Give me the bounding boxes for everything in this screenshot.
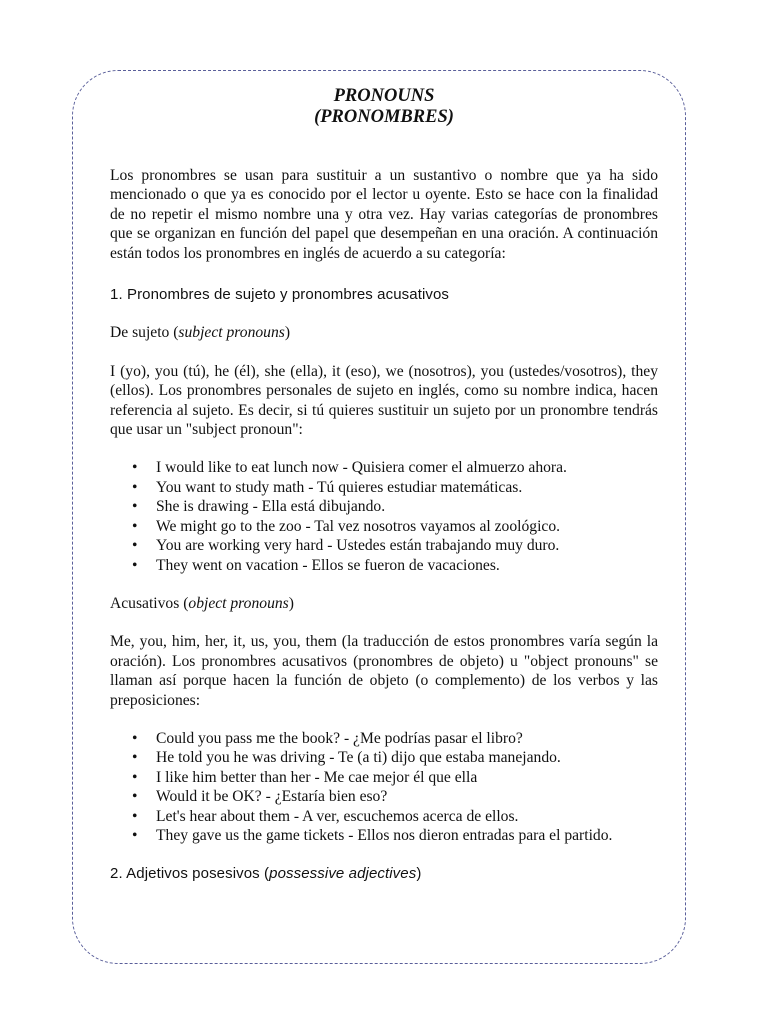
subject-pronouns-paragraph: I (yo), you (tú), he (él), she (ella), it (eso), we (nosotros), you (ustedes/vosotros), they (ellos). Los pronombres personales de sujeto en inglés, como su nombre indica, hacen referencia al sujeto. Es decir, si tú quieres sustituir un sujeto por un pronombre tendrás que usar un "subject pronoun": [110,362,658,439]
list-item: • Would it be OK? - ¿Estaría bien eso? [110,787,658,806]
list-item: • You want to study math - Tú quieres estudiar matemáticas. [110,478,658,497]
list-item: • They went on vacation - Ellos se fueron de vacaciones. [110,556,658,575]
subject-pronouns-label: De sujeto (subject pronouns) [110,324,291,342]
list-item: • They gave us the game tickets - Ellos nos dieron entradas para el partido. [110,826,658,845]
object-examples-list [110,729,658,845]
list-item: • He told you he was driving - Te (a ti) dijo que estaba manejando. [110,748,658,767]
list-item: • You are working very hard - Ustedes están trabajando muy duro. [110,536,658,555]
object-pronouns-paragraph: Me, you, him, her, it, us, you, them (la traducción de estos pronombres varía según la oración). Los pronombres acusativos (pronombres de objeto) u "object pronouns" se llaman así porque hacen la función de objeto (o complemento) de los verbos y las preposiciones: [110,633,658,709]
page-title [110,86,658,128]
section-1-heading: 1. Pronombres de sujeto y pronombres acusativos [110,286,450,304]
title-line-1: PRONOUNS [333,86,435,106]
object-pronouns-label: Acusativos (object pronouns) [110,594,294,612]
title-line-2: (PRONOMBRES) [314,107,454,127]
document-body [110,86,658,884]
list-item: • We might go to the zoo - Tal vez nosotros vayamos al zoológico. [110,517,658,536]
list-item: • I would like to eat lunch now - Quisiera comer el almuerzo ahora. [110,458,658,477]
intro-paragraph: Los pronombres se usan para sustituir a un sustantivo o nombre que ya ha sido mencionado o que ya es conocido por el lector u oyente. Esto se hace con la finalidad de no repetir el mismo nombre una y otra vez. Hay varias categorías de pronombres que se organizan en función del papel que desempeñan en una oración. A continuación están todos los pronombres en inglés de acuerdo a su categoría: [110,167,658,262]
section-2-heading: 2. Adjetivos posesivos (possessive adjectives) [110,865,422,883]
list-item: • Let's hear about them - A ver, escuchemos acerca de ellos. [110,807,658,826]
list-item: • She is drawing - Ella está dibujando. [110,497,658,516]
list-item: • I like him better than her - Me cae mejor él que ella [110,768,658,787]
list-item: • Could you pass me the book? - ¿Me podrías pasar el libro? [110,729,658,748]
subject-examples-list [110,458,658,574]
